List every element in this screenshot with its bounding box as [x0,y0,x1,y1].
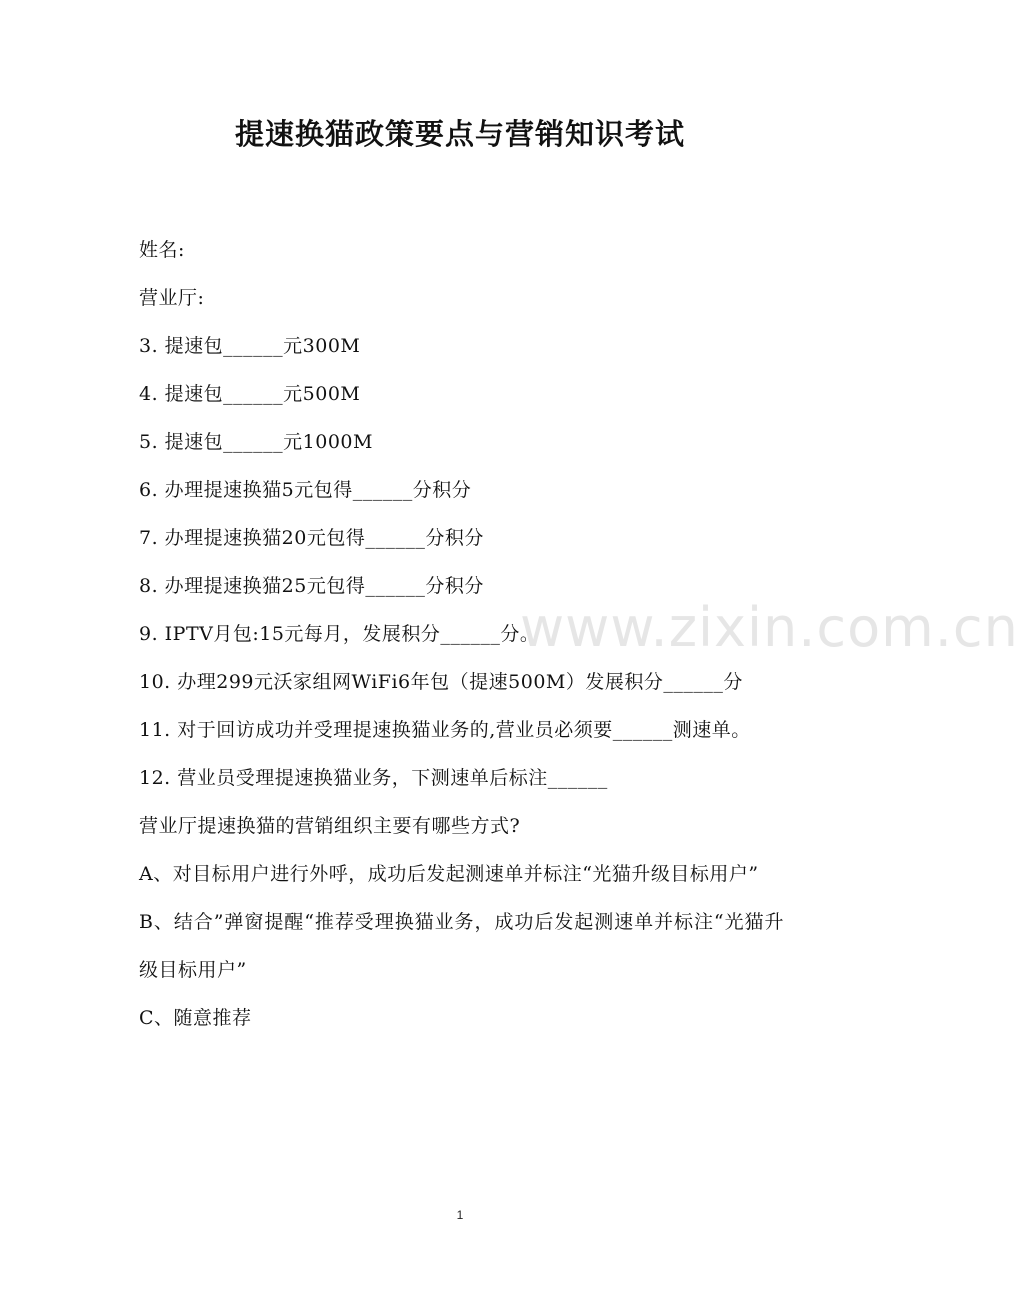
question-6: 6. 办理提速换猫5元包得______分积分 [139,479,472,501]
question-marketing: 营业厅提速换猫的营销组织主要有哪些方式? [139,815,521,837]
question-3: 3. 提速包______元300M [139,335,361,357]
question-10: 10. 办理299元沃家组网WiFi6年包（提速500M）发展积分______分 [139,671,743,693]
option-a: A、对目标用户进行外呼，成功后发起测速单并标注“光猫升级目标用户” [139,863,759,885]
question-7: 7. 办理提速换猫20元包得______分积分 [139,527,484,549]
document-body [139,226,784,1042]
question-4: 4. 提速包______元500M [139,383,361,405]
question-8: 8. 办理提速换猫25元包得______分积分 [139,575,484,597]
name-field-line: 姓名: [139,239,185,261]
option-b: B、结合”弹窗提醒“推荐受理换猫业务，成功后发起测速单并标注“光猫升级目标用户” [139,911,784,981]
page-number: 1 [456,1208,464,1222]
option-c: C、随意推荐 [139,1007,252,1029]
question-5: 5. 提速包______元1000M [139,431,373,453]
hall-field-line: 营业厅: [139,287,205,309]
watermark: www.zixin.com.cn [520,596,1019,659]
document-title: 提速换猫政策要点与营销知识考试 [234,117,685,151]
question-12: 12. 营业员受理提速换猫业务，下测速单后标注______ [139,767,608,789]
question-9: 9. IPTV月包:15元每月，发展积分______分。 [139,623,540,645]
question-11: 11. 对于回访成功并受理提速换猫业务的,营业员必须要______测速单。 [139,719,751,741]
